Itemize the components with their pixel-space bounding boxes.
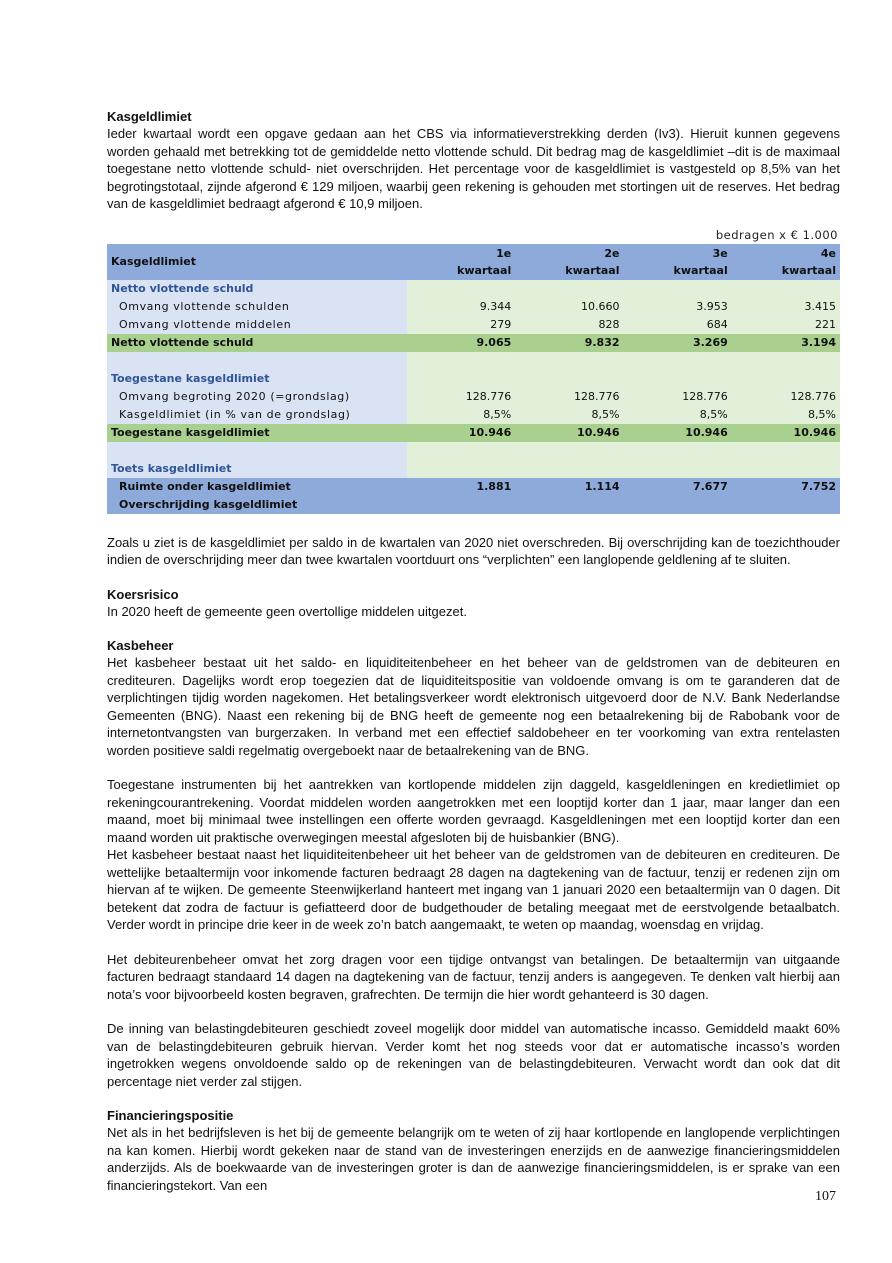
cell-value: 128.776 [624,388,732,406]
row-label: Ruimte onder kasgeldlimiet [107,478,407,496]
header-q2: 2e kwartaal [515,244,623,280]
table-section-row [107,280,840,298]
section-toegestane-title: Toegestane kasgeldlimiet [107,370,407,388]
cell-value: 10.946 [624,424,732,442]
cell-value: 1.114 [515,478,623,496]
cell-value: 10.946 [515,424,623,442]
header-q4: 4e kwartaal [732,244,840,280]
cell-value: 10.946 [732,424,840,442]
table-row [107,406,840,424]
table-spacer-row [107,352,840,370]
cell-value: 7.677 [624,478,732,496]
cell-value [732,496,840,514]
cell-value: 128.776 [732,388,840,406]
cell-value: 10.946 [407,424,515,442]
cell-value: 3.415 [732,298,840,316]
kasbeheer-paragraph-2: Toegestane instrumenten bij het aantrekken van kortlopende middelen zijn daggeld, kasgeldleningen en kredietlimiet op rekeningcourantrekening. Voordat middelen worden aangetrokken met een looptijd korter dan 1 jaar, maar langer dan een maand, moet bij minimaal twee instellingen een offerte worden gevraagd. Kasgeldleningen met een looptijd korter dan een maand worden uit praktische overwegingen meestal afgesloten bij de huisbankier (BNG). [107,777,840,845]
heading-kasbeheer: Kasbeheer [107,638,174,653]
cell-value: 9.065 [407,334,515,352]
cell-value: 8,5% [515,406,623,424]
cell-value: 8,5% [624,406,732,424]
row-label: Omvang vlottende schulden [107,298,407,316]
row-label: Netto vlottende schuld [107,334,407,352]
table-row [107,496,840,514]
row-label: Toegestane kasgeldlimiet [107,424,407,442]
cell-value: 128.776 [515,388,623,406]
koersrisico-paragraph: In 2020 heeft de gemeente geen overtollige middelen uitgezet. [107,603,467,619]
row-label: Omvang begroting 2020 (=grondslag) [107,388,407,406]
table-section-row [107,370,840,388]
heading-kasgeldlimiet: Kasgeldlimiet [107,109,192,124]
section-netto-title: Netto vlottende schuld [107,280,407,298]
kasbeheer-paragraph-1: Het kasbeheer bestaat uit het saldo- en liquiditeitenbeheer en het beheer van de geldstromen van de debiteuren en crediteuren. Dagelijks wordt erop toegezien dat de liquiditeitspositie van voldoende omvang is om te garanderen dat de verplichtingen tijdig worden nagekomen. Het betalingsverkeer wordt elektronisch uitgevoerd door de N.V. Bank Nederlandse Gemeenten (BNG). Naast een rekening bij de BNG heeft de gemeente nog een betaalrekening bij de Rabobank voor de internetontvangsten van burgerzaken. In verband met een effectief saldobeheer en ter voorkoming van extra rentelasten worden positieve saldi regelmatig overgeboekt naar de betaalrekening van de BNG. [107,655,840,758]
table-total-row [107,334,840,352]
cell-value: 9.832 [515,334,623,352]
cell-value: 221 [732,316,840,334]
kasgeldlimiet-conclusion: Zoals u ziet is de kasgeldlimiet per saldo in de kwartalen van 2020 niet overschreden. Bij overschrijding kan de toezichthouder indien de overschrijding meer dan twee kwartalen voortduurt ons “verplichten” een langlopende geldlening af te sluiten. [107,534,840,567]
cell-value: 7.752 [732,478,840,496]
cell-value: 3.269 [624,334,732,352]
header-q1: 1e kwartaal [407,244,515,280]
cell-value: 3.194 [732,334,840,352]
row-label: Overschrijding kasgeldlimiet [107,496,407,514]
section-toets-title: Toets kasgeldlimiet [107,460,407,478]
cell-value: 9.344 [407,298,515,316]
table-header-row [107,244,840,280]
kasbeheer-paragraph-4: Het debiteurenbeheer omvat het zorg dragen voor een tijdige ontvangst van betalingen. De betaaltermijn van uitgaande facturen bedraagt standaard 14 dagen na dagtekening van de factuur, tenzij anders is aangegeven. Te denken valt hierbij aan nota’s voor bijvoorbeeld kosten begraven, grafrechten. De termijn die hier wordt gehanteerd is 30 dagen. [107,951,840,1002]
cell-value [407,496,515,514]
cell-value: 8,5% [407,406,515,424]
heading-koersrisico: Koersrisico [107,586,179,602]
cell-value [624,496,732,514]
cell-value: 684 [624,316,732,334]
table-row [107,298,840,316]
cell-value: 279 [407,316,515,334]
document-page [107,108,840,1194]
table-row [107,478,840,496]
row-label: Kasgeldlimiet (in % van de grondslag) [107,406,407,424]
kasbeheer-paragraph-3: Het kasbeheer bestaat naast het liquiditeitenbeheer uit het beheer van de geldstromen van de debiteuren en crediteuren. De wettelijke betaaltermijn voor inkomende facturen bedraagt 28 dagen na dagtekening van de factuur, tenzij er redenen zijn om hiervan af te wijken. De gemeente Steenwijkerland hanteert met ingang van 1 januari 2020 een betaaltermijn van 0 dagen. Dit betekent dat zodra de factuur is gefiatteerd door de budgethouder de betaling meegaat met de eerstvolgende betaalbatch. Verder wordt in principe drie keer in de week zo’n batch aangemaakt, te weten op maandag, woensdag en vrijdag. [107,847,840,932]
table-row [107,388,840,406]
cell-value: 3.953 [624,298,732,316]
table-spacer-row [107,442,840,460]
kasgeldlimiet-paragraph: Ieder kwartaal wordt een opgave gedaan aan het CBS via informatieverstrekking derden (Iv3). Hieruit kunnen gegevens worden gehaald met betrekking tot de gemiddelde netto vlottende schuld. Dit bedrag mag de kasgeldlimiet –dit is de maximaal toegestane netto vlottende schuld- niet overschrijden. Het percentage voor de kasgeldlimiet is vastgesteld op 8,5% van het begrotingstotaal, zijnde afgerond € 129 miljoen, waarbij geen rekening is gehouden met stortingen uit de reserves. Het bedrag van de kasgeldlimiet bedraagt afgerond € 10,9 miljoen. [107,126,840,211]
table-unit-note: bedragen x € 1.000 [715,227,838,242]
cell-value [515,496,623,514]
table-section-row [107,460,840,478]
cell-value: 1.881 [407,478,515,496]
financieringspositie-paragraph: Net als in het bedrijfsleven is het bij de gemeente belangrijk om te weten of zij haar kortlopende en langlopende verplichtingen na kan komen. Hierbij wordt gekeken naar de stand van de investeringen enerzijds en de aanwezige financieringsmiddelen anderzijds. Als de boekwaarde van de investeringen groter is dan de aanwezige financieringsmiddelen, is er sprake van een financieringstekort. Van een [107,1125,840,1193]
page-number: 107 [815,1189,836,1204]
row-label: Omvang vlottende middelen [107,316,407,334]
cell-value: 828 [515,316,623,334]
cell-value: 10.660 [515,298,623,316]
heading-financieringspositie: Financieringspositie [107,1108,234,1123]
kasgeldlimiet-table [107,244,840,514]
header-q3: 3e kwartaal [624,244,732,280]
kasbeheer-paragraph-5: De inning van belastingdebiteuren geschiedt zoveel mogelijk door middel van automatische incasso. Gemiddeld maakt 60% van de belastingdebiteuren gebruik hiervan. Verder komt het nog steeds voor dat er automatische incasso’s worden ingetrokken wegens onvoldoende saldo op de rekeningen van de belastingdebiteuren. Verwacht wordt dan ook dat dit percentage niet verder zal stijgen. [107,1021,840,1089]
table-row [107,316,840,334]
header-label: Kasgeldlimiet [107,244,407,280]
table-total-row [107,424,840,442]
cell-value: 8,5% [732,406,840,424]
cell-value: 128.776 [407,388,515,406]
